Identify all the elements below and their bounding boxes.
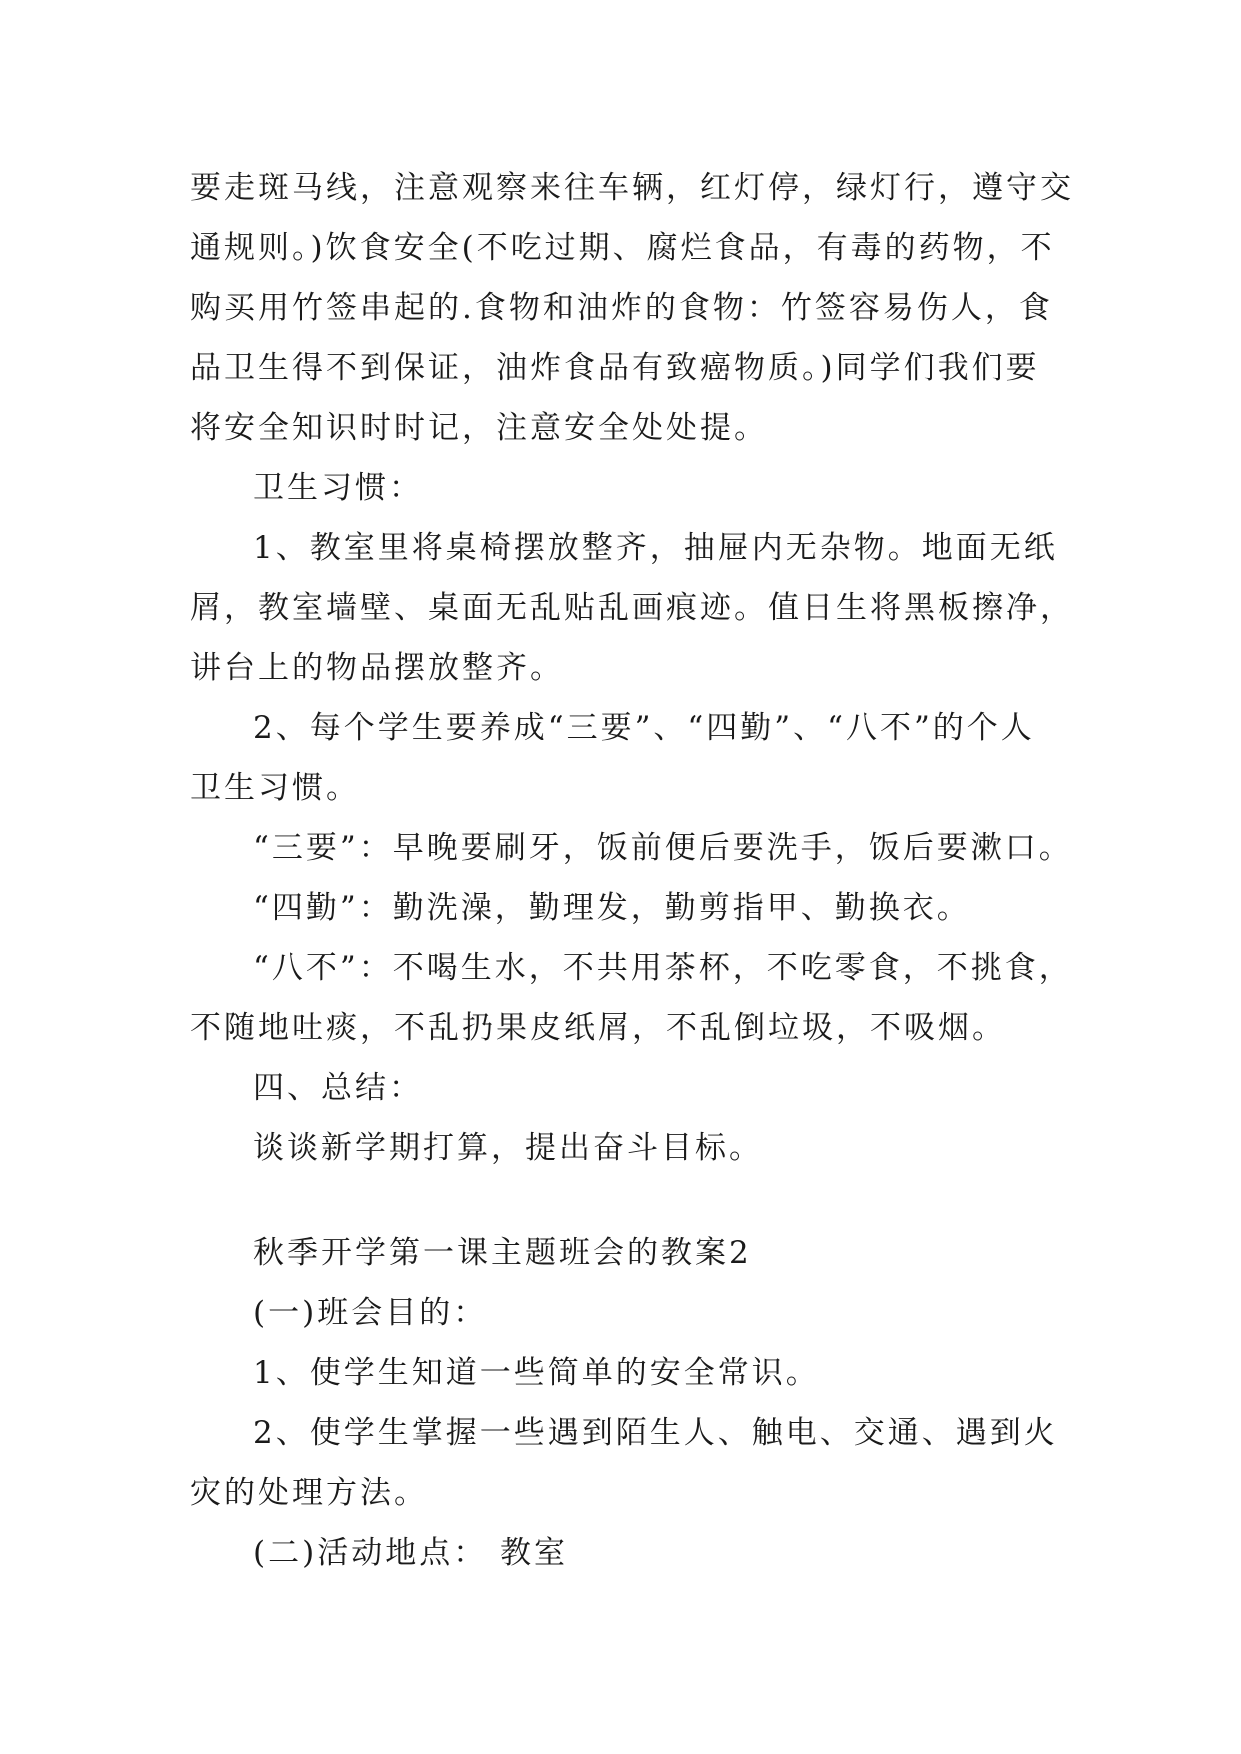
text-line: “三要”：早晚要刷牙，饭前便后要洗手，饭后要漱口。 bbox=[253, 830, 1073, 866]
text-line: 品卫生得不到保证，油炸食品有致癌物质。)同学们我们要 bbox=[190, 350, 1040, 386]
section-heading: (一)班会目的： bbox=[253, 1295, 488, 1331]
text-line: 卫生习惯。 bbox=[190, 770, 360, 806]
text-line: 不随地吐痰，不乱扔果皮纸屑，不乱倒垃圾，不吸烟。 bbox=[190, 1010, 1006, 1046]
text-line: 购买用竹签串起的.食物和油炸的食物：竹签容易伤人，食 bbox=[190, 290, 1053, 326]
text-line: 1、教室里将桌椅摆放整齐，抽屉内无杂物。地面无纸 bbox=[253, 530, 1058, 566]
text-line: 灾的处理方法。 bbox=[190, 1475, 428, 1511]
text-line: “四勤”：勤洗澡，勤理发，勤剪指甲、勤换衣。 bbox=[253, 890, 971, 926]
text-line: 要走斑马线，注意观察来往车辆，红灯停，绿灯行，遵守交 bbox=[190, 170, 1074, 206]
text-line: 2、每个学生要养成“三要”、“四勤”、“八不”的个人 bbox=[253, 710, 1035, 746]
section-heading: (二)活动地点： 教室 bbox=[253, 1535, 569, 1571]
text-line: “八不”：不喝生水，不共用茶杯，不吃零食，不挑食， bbox=[253, 950, 1073, 986]
text-line: 2、使学生掌握一些遇到陌生人、触电、交通、遇到火 bbox=[253, 1415, 1058, 1451]
document-title: 秋季开学第一课主题班会的教案2 bbox=[253, 1235, 752, 1271]
text-line: 讲台上的物品摆放整齐。 bbox=[190, 650, 564, 686]
text-line: 将安全知识时时记，注意安全处处提。 bbox=[190, 410, 768, 446]
section-heading: 四、总结： bbox=[253, 1070, 423, 1106]
text-line: 1、使学生知道一些简单的安全常识。 bbox=[253, 1355, 820, 1391]
text-line: 谈谈新学期打算，提出奋斗目标。 bbox=[253, 1130, 763, 1166]
text-line: 通规则。)饮食安全(不吃过期、腐烂食品，有毒的药物，不 bbox=[190, 230, 1055, 266]
section-heading: 卫生习惯： bbox=[253, 470, 423, 506]
text-line: 屑，教室墙壁、桌面无乱贴乱画痕迹。值日生将黑板擦净， bbox=[190, 590, 1074, 626]
